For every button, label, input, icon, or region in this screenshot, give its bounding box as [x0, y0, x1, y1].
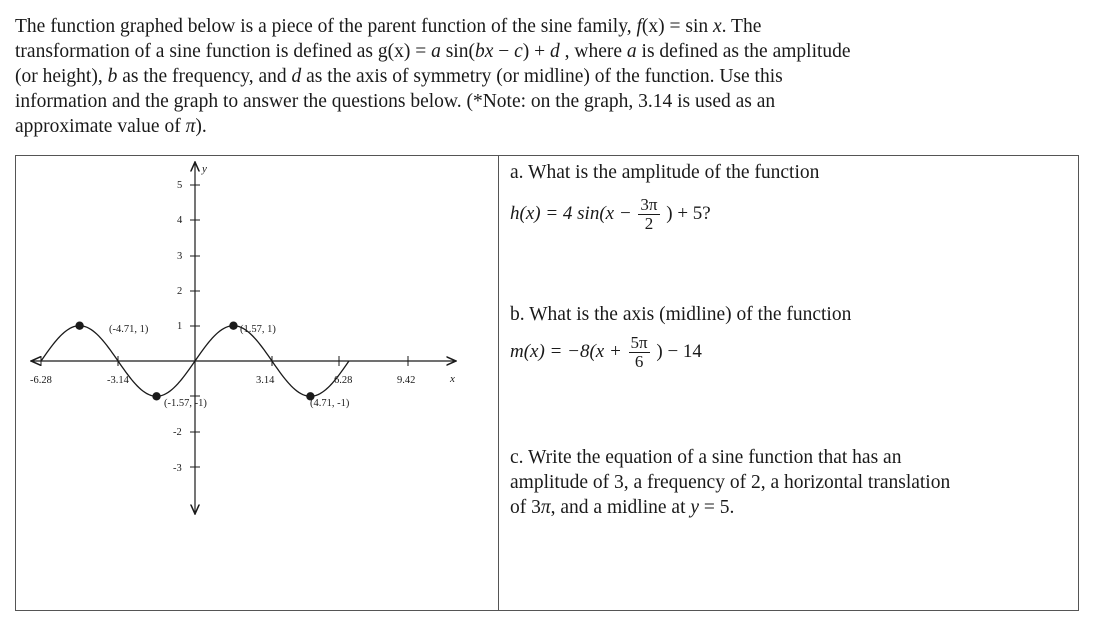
- y-tick-label: -2: [173, 427, 182, 438]
- intro-text: ).: [195, 116, 207, 137]
- question-table: [15, 155, 1079, 611]
- y-tick-label: 2: [177, 286, 183, 297]
- formula-b-rhs: ) − 14: [656, 340, 702, 362]
- pi-symbol: π: [185, 116, 196, 137]
- intro-text: as the axis of symmetry (or midline) of the function. Use this: [301, 66, 783, 87]
- question-c-text-part: = 5.: [699, 497, 735, 518]
- g-sin: sin(: [440, 41, 475, 62]
- intro-line-1: [15, 14, 1095, 39]
- point-marker: [152, 392, 160, 400]
- point-label: (-4.71, 1): [109, 324, 149, 335]
- x-tick-label: -6.28: [30, 375, 52, 386]
- point-label: (-1.57, -1): [164, 398, 207, 409]
- var-d: d: [291, 66, 302, 87]
- g-minus: −: [493, 41, 515, 62]
- intro-line-2: [15, 39, 1095, 64]
- g-function: g(x) =: [377, 41, 432, 62]
- formula-a-rhs: ) + 5?: [666, 202, 711, 224]
- formula-a-lhs: h(x) = 4 sin(x −: [510, 202, 632, 224]
- formula-a-fraction: [638, 196, 659, 233]
- y-tick-label: 3: [177, 251, 183, 262]
- point-label: (4.71, -1): [310, 398, 350, 409]
- intro-text: The function graphed below is a piece of the parent function of the sine family,: [15, 16, 637, 37]
- g-var-bx: bx: [474, 41, 494, 62]
- question-c-text: [510, 445, 1050, 520]
- var-a: a: [626, 41, 637, 62]
- x-tick-label: 6.28: [334, 375, 353, 386]
- question-c-line: [510, 495, 1050, 520]
- var-y: y: [690, 497, 700, 518]
- point-marker: [75, 322, 83, 330]
- question-a-formula: [510, 196, 711, 233]
- g-var-c: c: [514, 41, 523, 62]
- y-tick-group: [173, 180, 200, 474]
- parent-function-x: x: [713, 16, 722, 37]
- formula-b-fraction: [629, 334, 650, 371]
- g-var-d: d: [550, 41, 560, 62]
- intro-line-4: information and the graph to answer the questions below. (*Note: on the graph, 3.14 is used as an: [15, 91, 776, 112]
- intro-text: as the frequency, and: [117, 66, 292, 87]
- var-b: b: [107, 66, 118, 87]
- point-label: (1.57, 1): [240, 324, 276, 335]
- intro-text: (or height),: [15, 66, 108, 87]
- parent-function-f: f: [636, 16, 642, 37]
- question-b-text: b. What is the axis (midline) of the function: [510, 304, 852, 325]
- question-a-text: a. What is the amplitude of the function: [510, 162, 820, 183]
- y-tick-label: 5: [177, 180, 183, 191]
- y-tick-label: 4: [177, 215, 183, 226]
- intro-text: , where: [559, 41, 627, 62]
- x-tick-label: 9.42: [397, 375, 416, 386]
- question-c-line: c. Write the equation of a sine function that has an: [510, 447, 902, 468]
- fraction-numerator: 3π: [640, 195, 658, 214]
- y-tick-label: 1: [177, 321, 183, 332]
- fraction-numerator: 5π: [630, 333, 648, 352]
- question-c-line: amplitude of 3, a frequency of 2, a horizontal translation: [510, 472, 951, 493]
- fraction-denominator: 6: [634, 352, 644, 371]
- table-divider: [498, 156, 499, 610]
- y-tick-label: -3: [173, 463, 182, 474]
- intro-text: approximate value of: [15, 116, 186, 137]
- intro-text: transformation of a sine function is defined as: [15, 41, 378, 62]
- question-c-text-part: , and a midline at: [550, 497, 691, 518]
- intro-paragraph: [15, 14, 1095, 139]
- sine-graph: [16, 156, 498, 612]
- x-axis-label: x: [450, 373, 455, 385]
- intro-line-3: [15, 64, 1095, 89]
- fraction-denominator: 2: [644, 214, 654, 233]
- pi-symbol: π: [540, 497, 551, 518]
- formula-b-lhs: m(x) = −8(x +: [510, 340, 622, 362]
- point-marker: [229, 322, 237, 330]
- y-axis-label: y: [202, 163, 207, 175]
- x-tick-label: -3.14: [107, 375, 129, 386]
- x-tick-label: 3.14: [256, 375, 275, 386]
- question-b-formula: [510, 334, 702, 371]
- parent-function-rest: (x) = sin: [641, 16, 709, 37]
- g-close: ) +: [522, 41, 551, 62]
- g-var-a: a: [431, 41, 441, 62]
- intro-line-5: [15, 114, 1095, 139]
- intro-text: . The: [721, 16, 762, 37]
- intro-text: is defined as the amplitude: [636, 41, 851, 62]
- question-c-text-part: of 3: [510, 497, 541, 518]
